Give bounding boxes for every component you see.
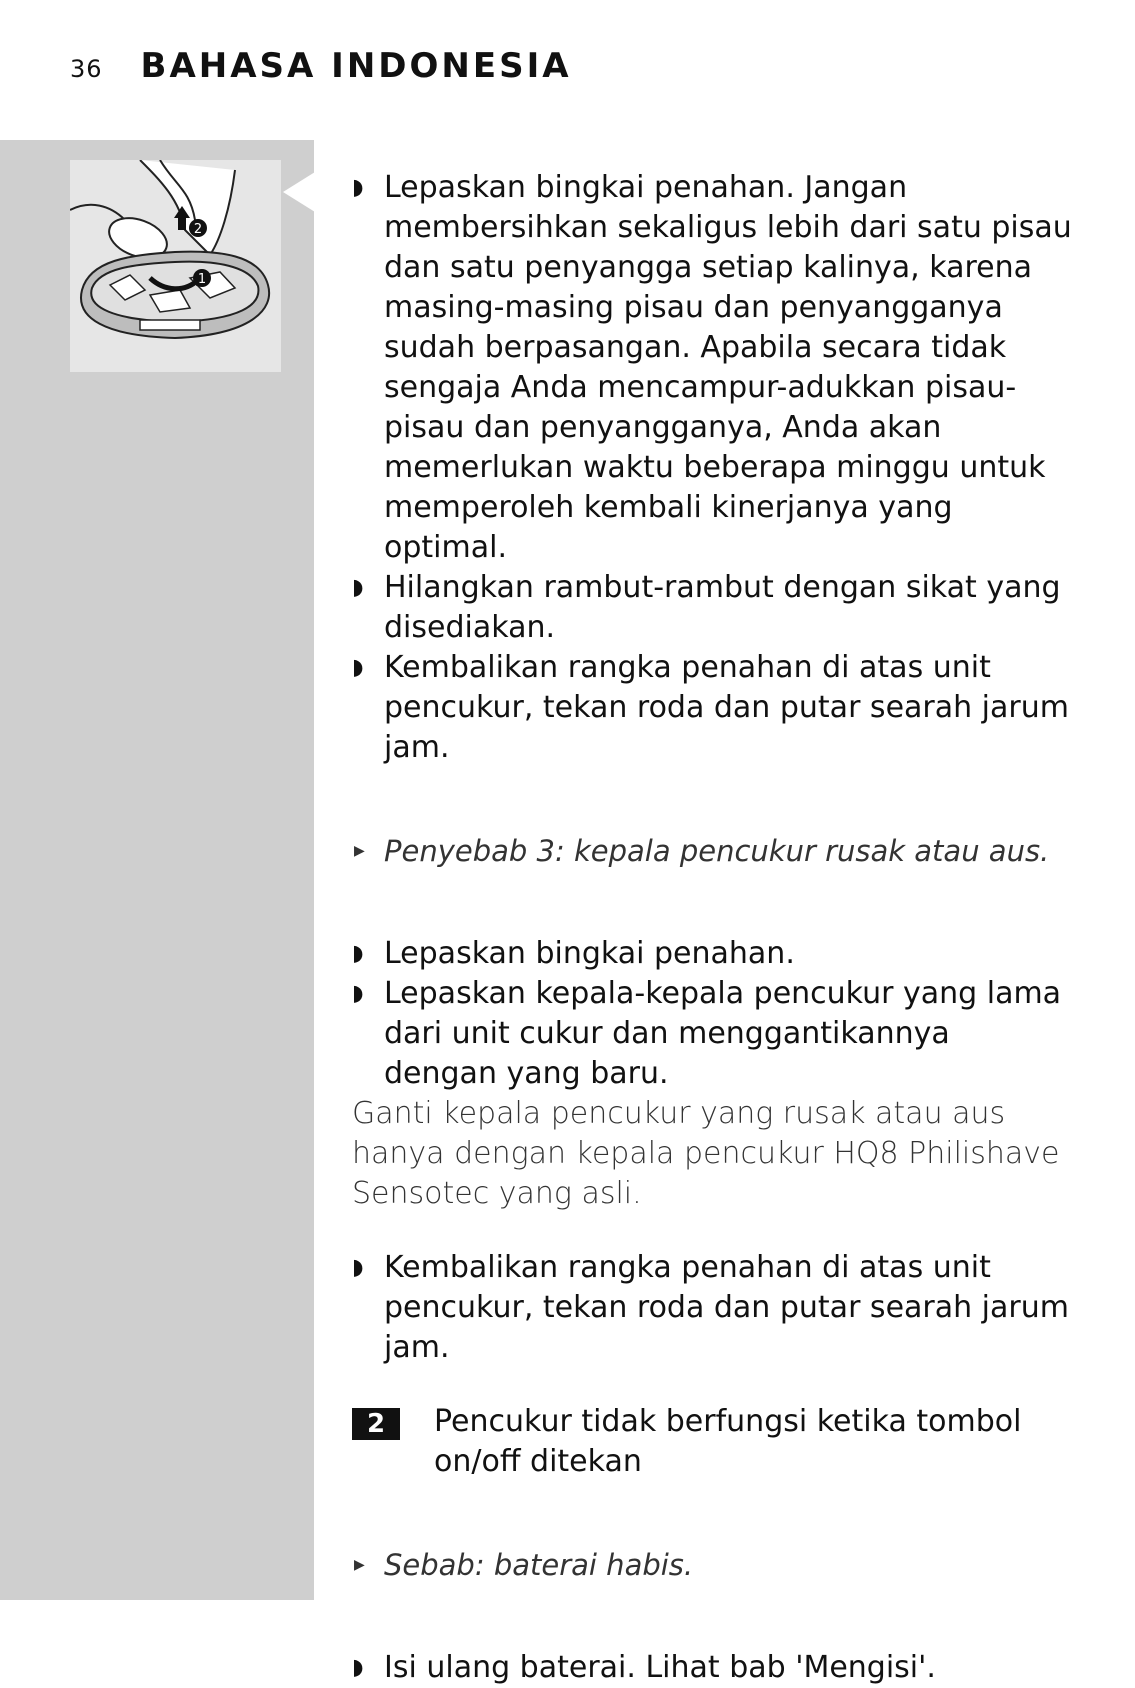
sidebar-pointer: [283, 172, 315, 212]
list-item-text: Kembalikan rangka penahan di atas unit pencukur, tekan roda dan putar searah jarum jam.: [384, 1250, 1069, 1365]
list-item-text: Isi ulang baterai. Lihat bab 'Mengisi'.: [384, 1650, 936, 1685]
section-heading: [352, 1402, 1072, 1482]
cause-text: Sebab: baterai habis.: [384, 1548, 694, 1582]
cause-line: [352, 831, 1072, 871]
list-item: [352, 1248, 1072, 1368]
list-item-text: Lepaskan kepala-kepala pencukur yang lama dari unit cukur dan menggantikannya dengan yang baru.: [384, 976, 1062, 1091]
list-item: [352, 648, 1072, 768]
cause-line: [352, 1545, 1072, 1585]
step-1-label: 1: [197, 272, 207, 287]
list-item: [352, 974, 1072, 1094]
main-content: [352, 168, 1072, 1688]
bullet-icon: ◗: [352, 575, 364, 600]
section-number-badge: 2: [352, 1408, 400, 1440]
cause-text: Penyebab 3: kepala pencukur rusak atau aus.: [384, 834, 1050, 868]
list-item-text: Kembalikan rangka penahan di atas unit pencukur, tekan roda dan putar searah jarum jam.: [384, 650, 1069, 765]
page-header: [70, 46, 572, 86]
bullet-icon: ◗: [352, 981, 364, 1006]
list-item-text: Lepaskan bingkai penahan.: [384, 936, 795, 971]
bullet-icon: ◗: [352, 175, 364, 200]
step-2-label: 2: [193, 222, 203, 237]
list-item-text: Hilangkan rambut-rambut dengan sikat yang disediakan.: [384, 570, 1061, 645]
note-text: Ganti kepala pencukur yang rusak atau aus hanya dengan kepala pencukur HQ8 Philishave Sensotec yang asli.: [352, 1096, 1060, 1211]
page-number: 36: [70, 55, 103, 83]
list-item-text: Lepaskan bingkai penahan. Jangan membersihkan sekaligus lebih dari satu pisau dan satu penyangga setiap kalinya, karena masing-masing pisau dan penyangganya sudah berpasangan. Apabila secara tidak sengaja Anda mencampur-adukkan pisau-pisau dan penyangganya, Anda akan memerlukan waktu beberapa minggu untuk memperoleh kembali kinerjanya yang optimal.: [384, 170, 1072, 565]
list-item: [352, 934, 1072, 974]
bullet-icon: ◗: [352, 1655, 364, 1680]
shaver-head-illustration: [70, 160, 281, 372]
triangle-icon: ▶: [354, 843, 365, 859]
page-title: BAHASA INDONESIA: [140, 46, 572, 86]
bullet-icon: ◗: [352, 1255, 364, 1280]
bullet-icon: ◗: [352, 655, 364, 680]
list-item: [352, 168, 1072, 568]
bullet-icon: ◗: [352, 941, 364, 966]
list-item: [352, 568, 1072, 648]
shaver-head-drawing: [70, 160, 281, 372]
section-title: Pencukur tidak berfungsi ketika tombol on/off ditekan: [434, 1404, 1022, 1479]
list-item: [352, 1648, 1072, 1688]
triangle-icon: ▶: [354, 1557, 365, 1573]
